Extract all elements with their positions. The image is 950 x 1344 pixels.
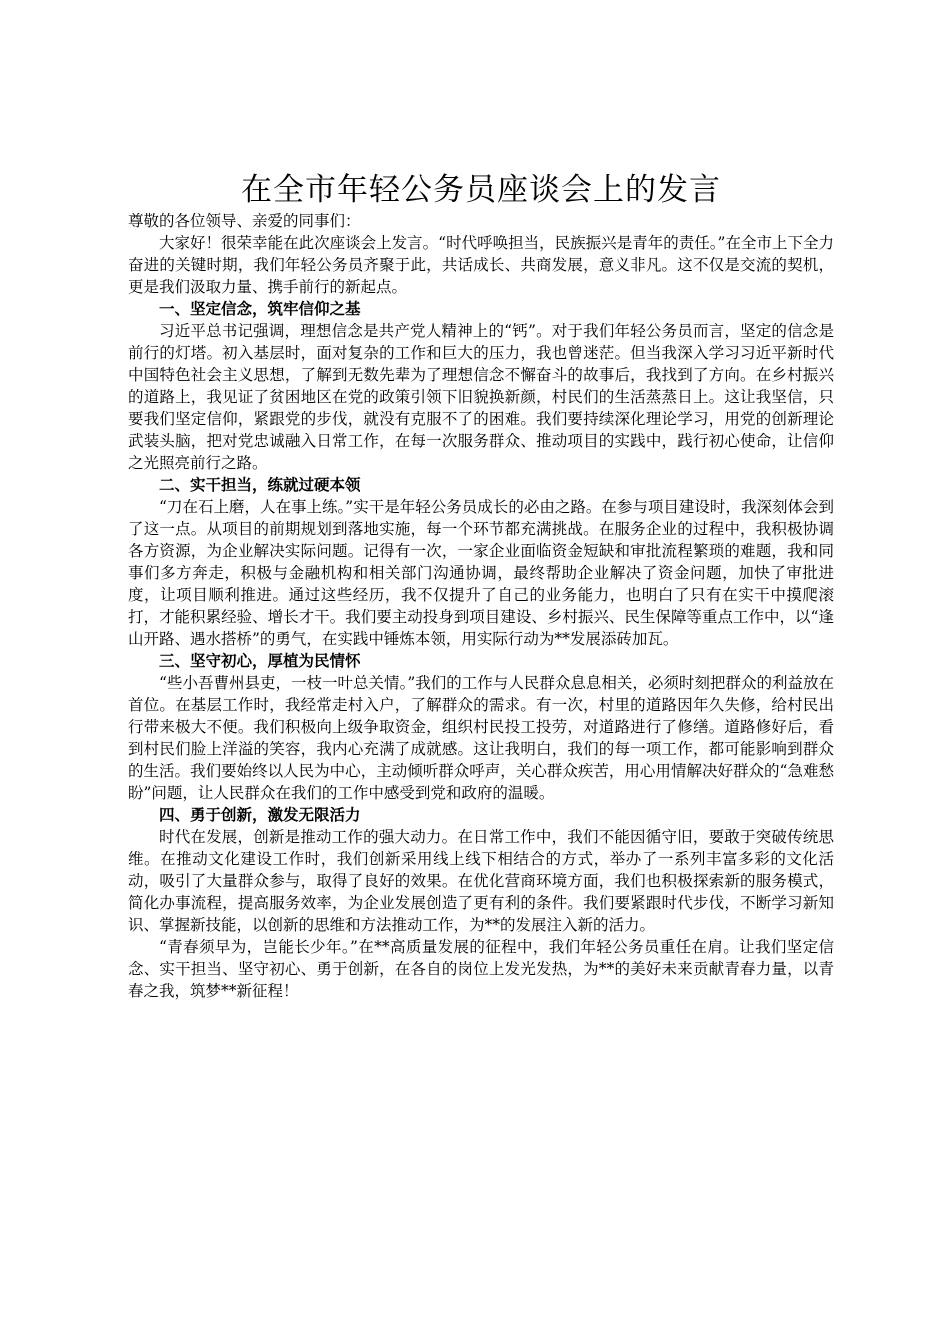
section-heading-4: 四、勇于创新，激发无限活力 <box>159 805 361 824</box>
section-body-2: “刀在石上磨，人在事上练。”实干是年轻公务员成长的必由之路。在参与项目建设时，我深刻体会到了这一点。从项目的前期规划到落地实施，每一个环节都充满挑战。在服务企业的过程中，我积极协调各方资源，为企业解决实际问题。记得有一次，一家企业面临资金短缺和审批流程繁琐的难题，我和同事们多方奔走，积极与金融机构和相关部门沟通协调，最终帮助企业解决了资金问题，加快了审批进度，让项目顺利推进。通过这些经历，我不仅提升了自己的业务能力，也明白了只有在实干中摸爬滚打，才能积累经验、增长才干。我们要主动投身到项目建设、乡村振兴、民生保障等重点工作中，以“逢山开路、遇水搭桥”的勇气，在实践中锤炼本领，用实际行动为**发展添砖加瓦。 <box>128 498 834 648</box>
section-body-4: 时代在发展，创新是推动工作的强大动力。在日常工作中，我们不能因循守旧，要敢于突破传统思维。在推动文化建设工作时，我们创新采用线上线下相结合的方式，举办了一系列丰富多彩的文化活动，吸引了大量群众参与，取得了良好的效果。在优化营商环境方面，我们也积极探索新的服务模式，简化办事流程，提高服务效率，为企业发展创造了更有利的条件。我们要紧跟时代步伐，不断学习新知识、掌握新技能，以创新的思维和方法推动工作，为**的发展注入新的活力。 <box>128 828 834 934</box>
section-heading-1: 一、坚定信念，筑牢信仰之基 <box>159 299 361 318</box>
section-heading-3: 三、坚守初心，厚植为民情怀 <box>159 651 361 670</box>
section-body-3: “些小吾曹州县吏，一枝一叶总关情。”我们的工作与人民群众息息相关，必须时刻把群众的利益放在首位。在基层工作时，我经常走村入户，了解群众的需求。有一次，村里的道路因年久失修，给村民出行带来极大不便。我们积极向上级争取资金，组织村民投工投劳，对道路进行了修缮。道路修好后，看到村民们脸上洋溢的笑容，我内心充满了成就感。这让我明白，我们的每一项工作，都可能影响到群众的生活。我们要始终以人民为中心，主动倾听群众呼声，关心群众疾苦，用心用情解决好群众的“急难愁盼”问题，让人民群众在我们的工作中感受到党和政府的温暖。 <box>128 674 834 802</box>
closing-paragraph: “青春须早为，岂能长少年。”在**高质量发展的征程中，我们年轻公务员重任在肩。让我们坚定信念、实干担当、坚守初心、勇于创新，在各自的岗位上发光发热，为**的美好未来贡献青春力量，以青春之我，筑梦**新征程！ <box>128 938 834 1000</box>
salutation: 尊敬的各位领导、亲爱的同事们： <box>128 212 361 230</box>
section-heading-2: 二、实干担当，练就过硬本领 <box>159 475 361 494</box>
document-title: 在全市年轻公务员座谈会上的发言 <box>241 172 721 208</box>
section-body-1: 习近平总书记强调，理想信念是共产党人精神上的“钙”。对于我们年轻公务员而言，坚定的信念是前行的灯塔。初入基层时，面对复杂的工作和巨大的压力，我也曾迷茫。但当我深入学习习近平新时代中国特色社会主义思想，了解到无数先辈为了理想信念不懈奋斗的故事后，我找到了方向。在乡村振兴的道路上，我见证了贫困地区在党的政策引领下旧貌换新颜，村民们的生活蒸蒸日上。这让我坚信，只要我们坚定信仰，紧跟党的步伐，就没有克服不了的困难。我们要持续深化理论学习，用党的创新理论武装头脑，把对党忠诚融入日常工作，在每一次服务群众、推动项目的实践中，践行初心使命，让信仰之光照亮前行之路。 <box>128 322 834 472</box>
intro-paragraph: 大家好！很荣幸能在此次座谈会上发言。“时代呼唤担当，民族振兴是青年的责任。”在全市上下全力奋进的关键时期，我们年轻公务员齐聚于此，共话成长、共商发展，意义非凡。这不仅是交流的契机，更是我们汲取力量、携手前行的新起点。 <box>128 234 834 296</box>
document-page <box>128 170 834 1002</box>
